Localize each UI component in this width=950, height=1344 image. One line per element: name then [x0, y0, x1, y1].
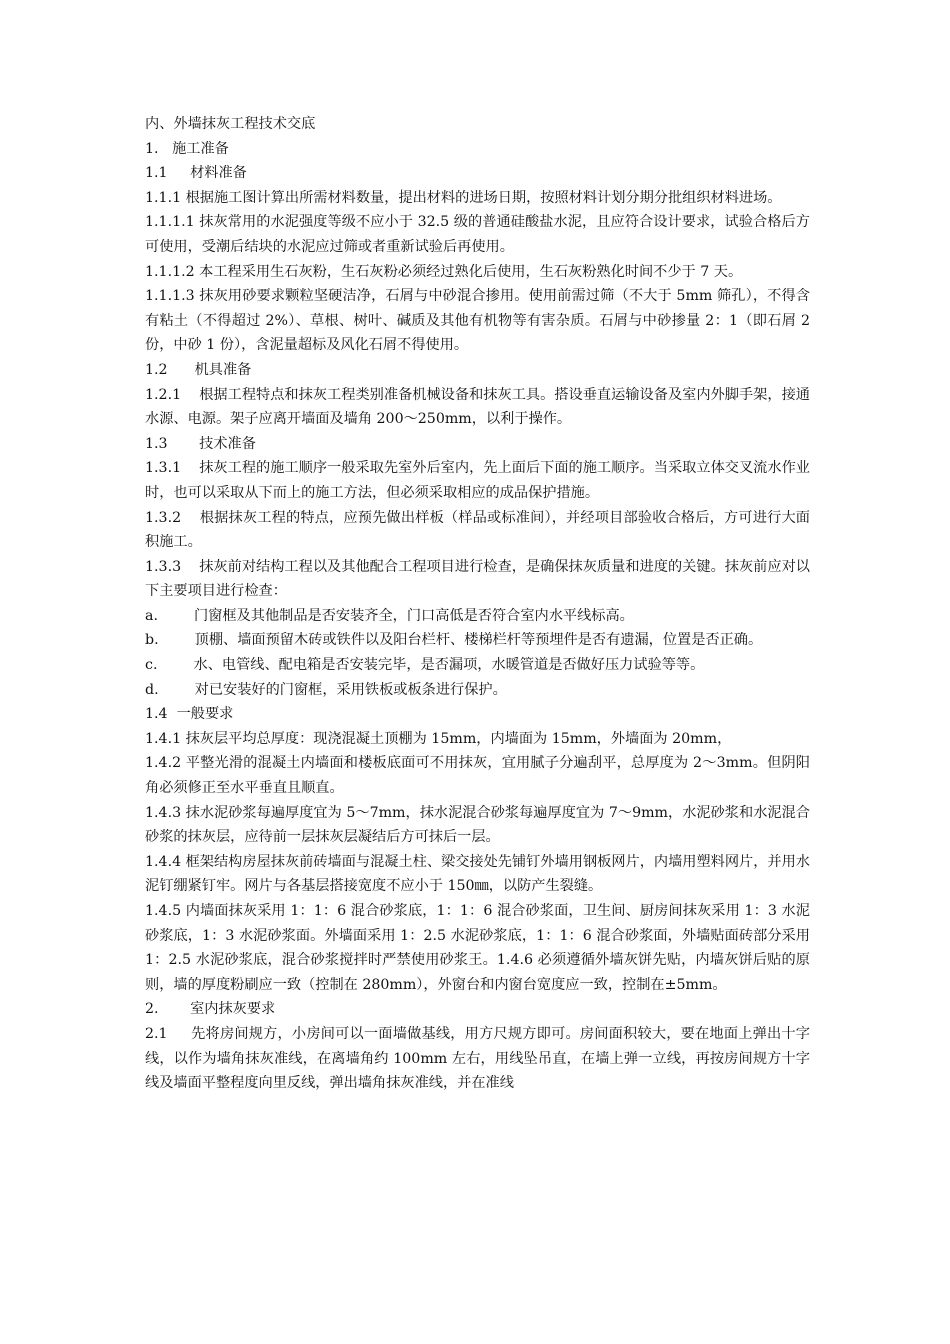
paragraph: 1.1.1.2 本工程采用生石灰粉，生石灰粉必须经过熟化后使用，生石灰粉熟化时间不少于 7 天。 [145, 263, 743, 280]
subsection-heading: 1.1 材料准备 [145, 165, 247, 182]
paragraph: 1.3.2 根据抹灰工程的特点，应预先做出样板（样品或标准间），并经项目部验收合格后，方可进行大面积施工。 [145, 509, 810, 551]
paragraph: 1.2.1 根据工程特点和抹灰工程类别准备机械设备和抹灰工具。搭设垂直运输设备及室内外脚手架，接通水源、电源。架子应离开墙面及墙角 200～250mm，以利于操作。 [145, 386, 810, 428]
paragraph: 1.3.1 抹灰工程的施工顺序一般采取先室外后室内，先上面后下面的施工顺序。当采取立体交叉流水作业时，也可以采取从下而上的施工方法，但必须采取相应的成品保护措施。 [145, 460, 810, 501]
paragraph: 1.4.5 内墙面抹灰采用 1：1：6 混合砂浆底，1：1：6 混合砂浆面，卫生间、厨房间抹灰采用 1：3 水泥砂浆底，1：3 水泥砂浆面。外墙面采用 1：2.5 水泥砂浆底，1：1：6 混合砂浆面，外墙贴面砖部分采用 1：2.5 水泥砂浆底，混合砂浆搅拌时严禁使用砂浆王。1.4.6 必须遵循外墙灰饼先贴，内墙灰饼后贴的原则，墙的厚度粉刷应一致（控制在 280mm），外窗台和内窗台宽度应一致，控制在±5mm。 [145, 903, 810, 993]
list-item: a. 门窗框及其他制品是否安装齐全，门口高低是否符合室内水平线标高。 [145, 607, 634, 624]
paragraph: 1.4.2 平整光滑的混凝土内墙面和楼板底面可不用抹灰，宜用腻子分遍刮平，总厚度为 2～3mm。但阴阳角必须修正至水平垂直且顺直。 [145, 755, 810, 797]
paragraph: 1.4.4 框架结构房屋抹灰前砖墙面与混凝土柱、梁交接处先铺钉外墙用钢板网片，内墙用塑料网片，并用水泥钉绷紧钉牢。网片与各基层搭接宽度不应小于 150㎜，以防产生裂缝。 [145, 853, 810, 895]
section-heading: 1. 施工准备 [145, 140, 229, 157]
subsection-heading: 1.2 机具准备 [145, 361, 252, 378]
paragraph: 2.1 先将房间规方，小房间可以一面墙做基线，用方尺规方即可。房间面积较大，要在地面上弹出十字线，以作为墙角抹灰准线，在离墙角约 100mm 左右，用线坠吊直，在墙上弹一立线，再按房间规方十字线及墙面平整程度向里反线，弹出墙角抹灰准线，并在准线 [145, 1025, 810, 1092]
subsection-heading: 1.3 技术准备 [145, 435, 256, 452]
paragraph: 1.1.1.3 抹灰用砂要求颗粒坚硬洁净，石屑与中砂混合掺用。使用前需过筛（不大于 5mm 筛孔），不得含有粘土（不得超过 2%）、草根、树叶、碱质及其他有机物等有害杂质。石屑与中砂掺量 2：1（即石屑 2 份，中砂 1 份），含泥量超标及风化石屑不得使用。 [145, 288, 810, 354]
paragraph: 1.1.1 根据施工图计算出所需材料数量，提出材料的进场日期，按照材料计划分期分批组织材料进场。 [145, 189, 782, 206]
list-item: c. 水、电管线、配电箱是否安装完毕，是否漏项，水暖管道是否做好压力试验等等。 [145, 657, 705, 674]
list-item: b. 顶棚、墙面预留木砖或铁件以及阳台栏杆、楼梯栏杆等预埋件是否有遗漏，位置是否正确。 [145, 632, 763, 649]
paragraph: 1.4.3 抹水泥砂浆每遍厚度宜为 5～7mm，抹水泥混合砂浆每遍厚度宜为 7～9mm，水泥砂浆和水泥混合砂浆的抹灰层，应待前一层抹灰层凝结后方可抹后一层。 [145, 804, 810, 846]
section-heading: 2. 室内抹灰要求 [145, 1001, 276, 1018]
document-body [145, 112, 810, 1096]
paragraph: 1.4.1 抹灰层平均总厚度：现浇混凝土顶棚为 15mm，内墙面为 15mm，外墙面为 20mm， [145, 730, 732, 747]
paragraph: 1.3.3 抹灰前对结构工程以及其他配合工程项目进行检查，是确保抹灰质量和进度的关键。抹灰前应对以下主要项目进行检查： [145, 558, 810, 600]
paragraph: 1.1.1.1 抹灰常用的水泥强度等级不应小于 32.5 级的普通硅酸盐水泥，且应符合设计要求，试验合格后方可使用，受潮后结块的水泥应过筛或者重新试验后再使用。 [145, 214, 810, 255]
list-item: d. 对已安装好的门窗框，采用铁板或板条进行保护。 [145, 681, 507, 698]
subsection-heading: 1.4 一般要求 [145, 706, 234, 723]
document-title: 内、外墙抹灰工程技术交底 [145, 116, 316, 132]
